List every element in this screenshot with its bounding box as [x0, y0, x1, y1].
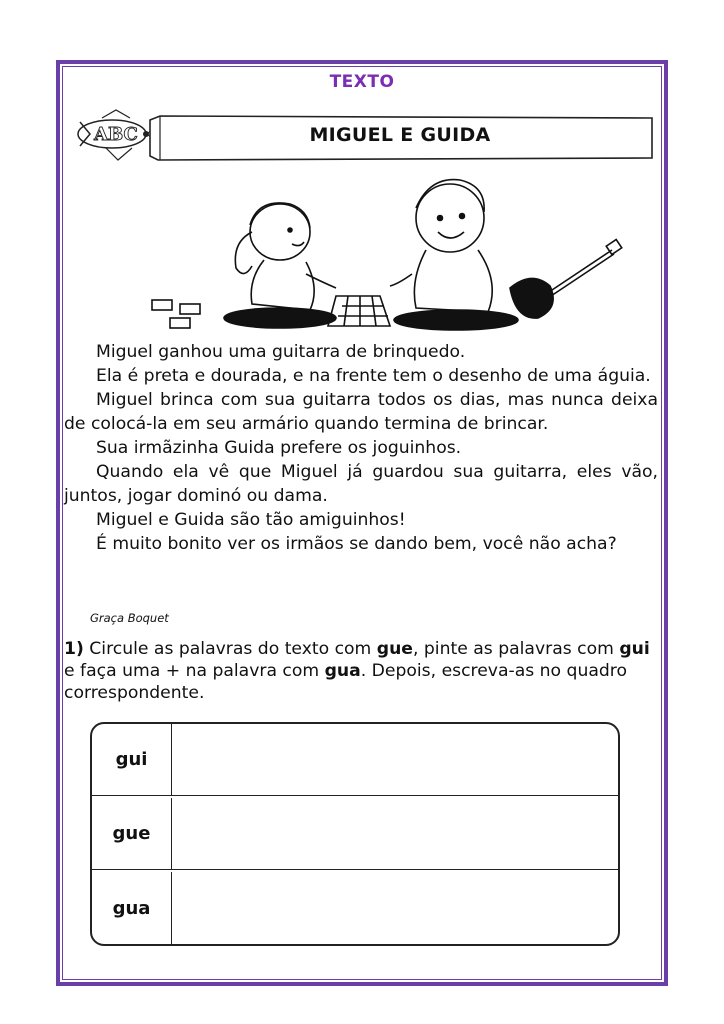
story-paragraph: Miguel ganhou uma guitarra de brinquedo. — [96, 342, 466, 362]
answer-field-gui[interactable] — [172, 724, 618, 795]
question-keyword: gua — [324, 661, 361, 681]
story-title: MIGUEL E GUIDA — [309, 124, 491, 146]
question-number: 1) — [64, 639, 84, 659]
story-text — [64, 340, 658, 556]
story-paragraph: Miguel e Guida são tão amiguinhos! — [96, 510, 406, 530]
answer-label: gui — [92, 724, 172, 795]
answer-field-gue[interactable] — [172, 798, 618, 869]
question-keyword: gue — [376, 639, 413, 659]
question-text: Circule as palavras do texto com — [83, 639, 377, 659]
svg-text:ABC: ABC — [94, 124, 138, 145]
children-playing-checkers-illustration — [140, 170, 630, 340]
story-author: Graça Boquet — [90, 611, 169, 625]
story-paragraph: É muito bonito ver os irmãos se dando bem, você não acha? — [96, 534, 617, 554]
story-paragraph: Miguel brinca com sua guitarra todos os dias, mas nunca deixa de colocá-la em seu armário quando termina de brincar. — [64, 390, 658, 434]
answer-row — [92, 724, 618, 796]
answer-label: gue — [92, 798, 172, 869]
answer-table — [90, 722, 620, 946]
answer-row — [92, 872, 618, 944]
answer-label: gua — [92, 872, 172, 944]
question-text: e faça uma + na palavra com — [64, 661, 325, 681]
question-keyword: gui — [619, 639, 650, 659]
question-text: , pinte as palavras com — [412, 639, 620, 659]
answer-row — [92, 798, 618, 870]
story-paragraph: Quando ela vê que Miguel já guardou sua guitarra, eles vão, juntos, jogar dominó ou dama. — [64, 462, 658, 506]
answer-field-gua[interactable] — [172, 872, 618, 944]
story-paragraph: Sua irmãzinha Guida prefere os joguinhos. — [96, 438, 462, 458]
exercise-question — [64, 638, 658, 704]
story-paragraph: Ela é preta e dourada, e na frente tem o desenho de uma águia. — [96, 366, 651, 386]
section-label: TEXTO — [329, 72, 395, 92]
question-text: . Depois, escreva-as no quadro correspondente. — [64, 661, 627, 703]
